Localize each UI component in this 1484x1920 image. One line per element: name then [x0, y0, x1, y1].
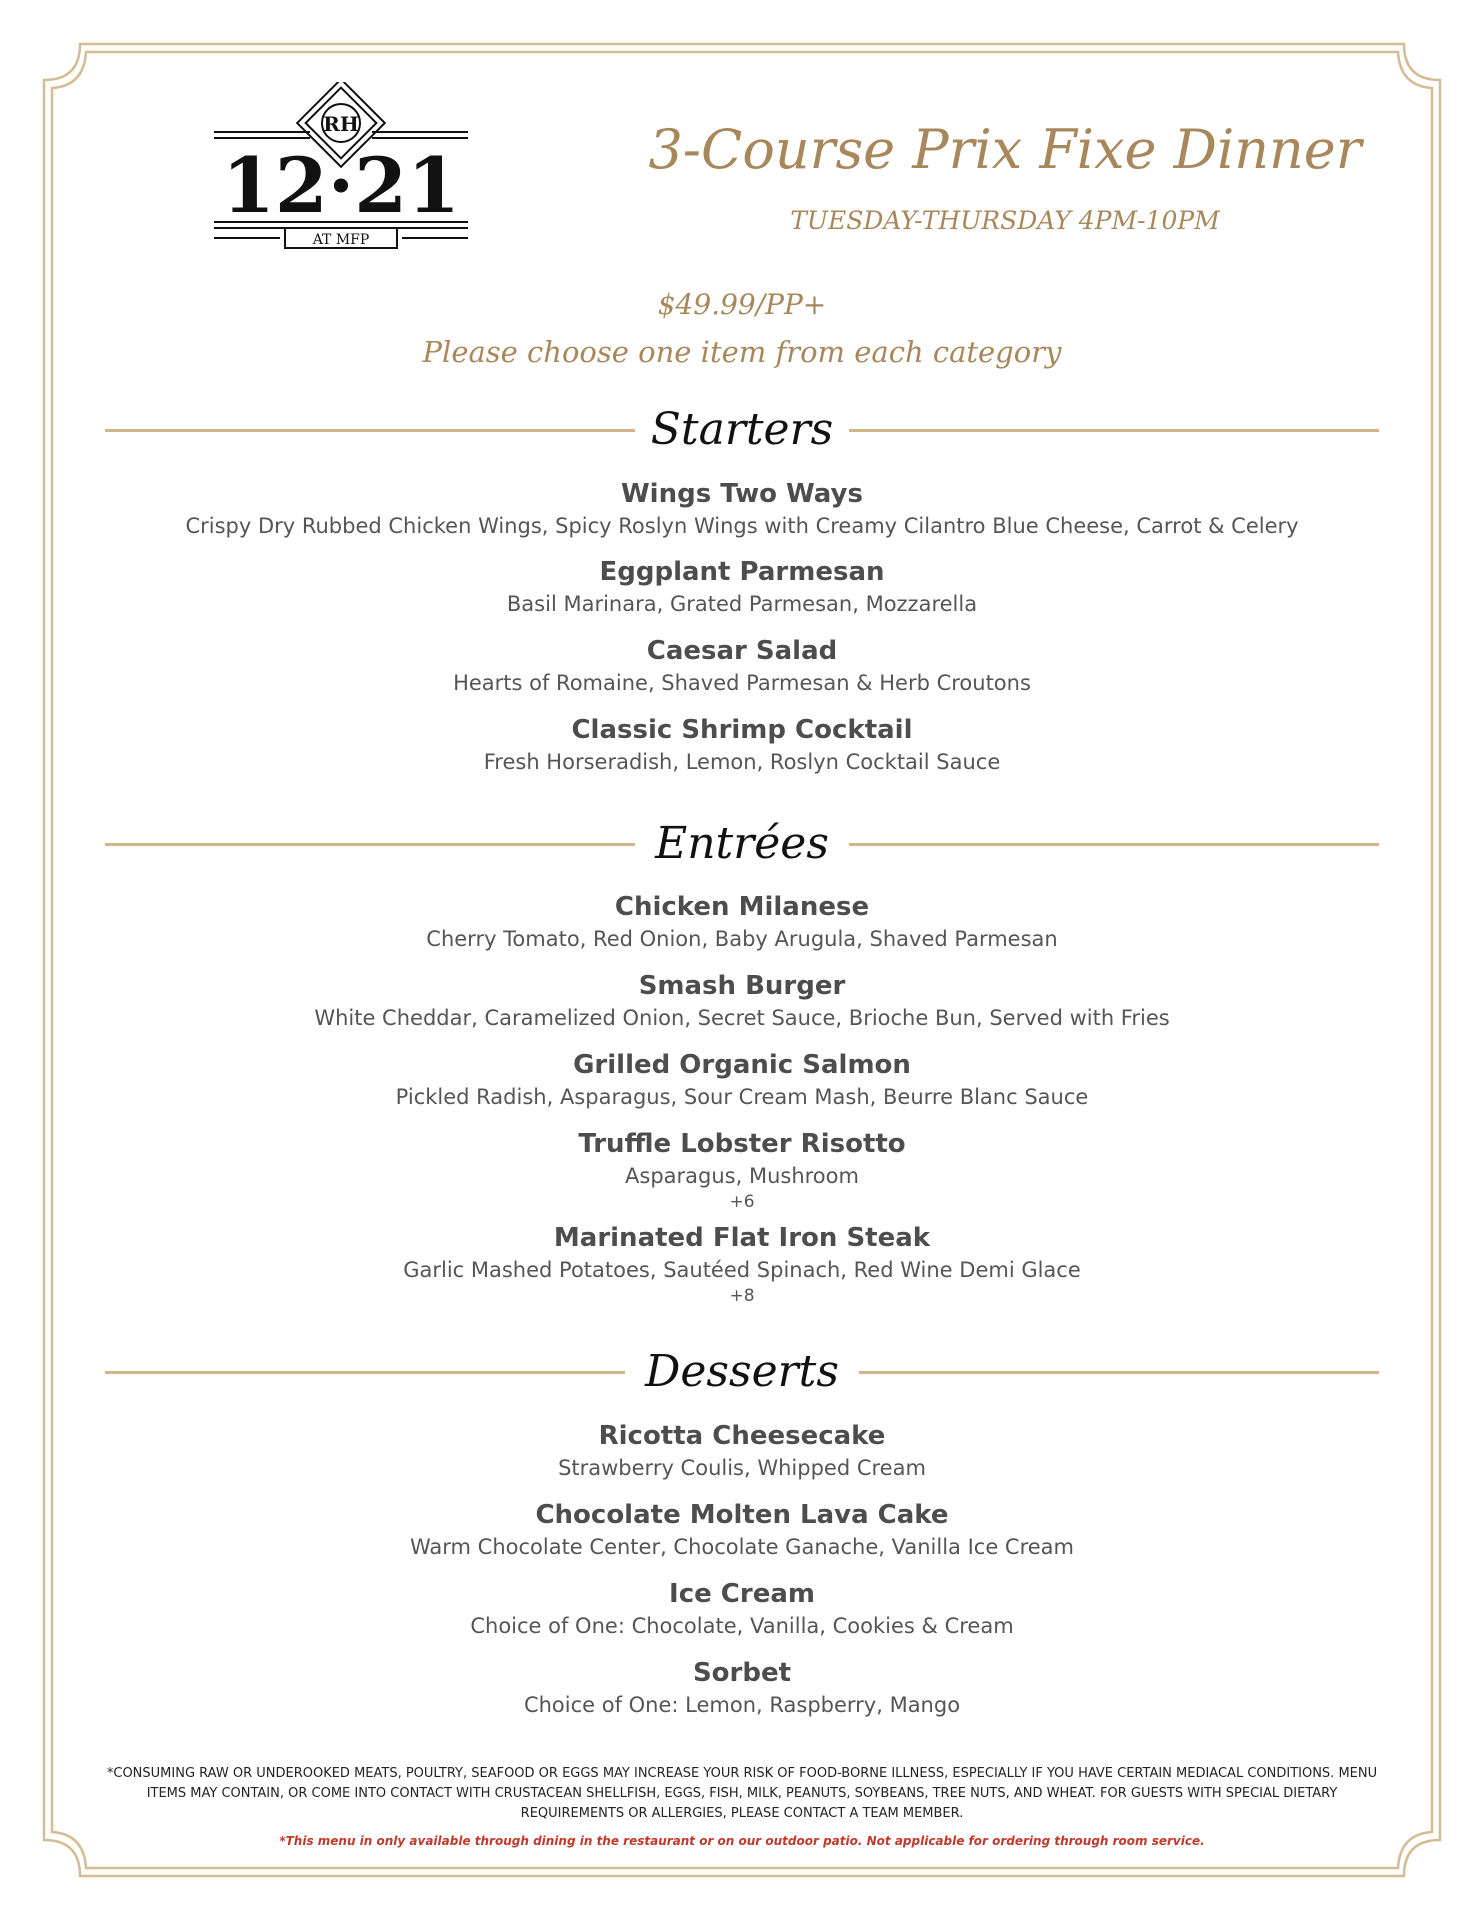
- item-description: Strawberry Coulis, Whipped Cream: [558, 1456, 926, 1480]
- section-title: Starters: [650, 404, 834, 455]
- section-title: Entrées: [655, 818, 829, 869]
- brand-logo: [210, 82, 475, 252]
- section-heading-desserts: [105, 1342, 1379, 1402]
- menu-instruction: Please choose one item from each category: [422, 335, 1062, 369]
- item-description: Warm Chocolate Center, Chocolate Ganache, Vanilla Ice Cream: [409, 1535, 1075, 1559]
- item-description: Pickled Radish, Asparagus, Sour Cream Mash, Beurre Blanc Sauce: [395, 1085, 1089, 1109]
- menu-item: [0, 634, 1484, 698]
- menu-item: [0, 1048, 1484, 1112]
- item-name: Smash Burger: [638, 971, 846, 1001]
- starters-list: [0, 477, 1484, 777]
- item-name: Caesar Salad: [646, 636, 838, 666]
- menu-item: [0, 555, 1484, 619]
- item-description: Cherry Tomato, Red Onion, Baby Arugula, Shaved Parmesan: [426, 927, 1058, 951]
- item-name: Classic Shrimp Cocktail: [571, 715, 913, 745]
- menu-item: [0, 1221, 1484, 1307]
- item-name: Chicken Milanese: [614, 892, 870, 922]
- menu-item: [0, 477, 1484, 541]
- menu-item: [0, 1419, 1484, 1483]
- item-description: White Cheddar, Caramelized Onion, Secret Sauce, Brioche Bun, Served with Fries: [314, 1006, 1170, 1030]
- item-name: Marinated Flat Iron Steak: [553, 1223, 931, 1253]
- menu-title: 3-Course Prix Fixe Dinner: [648, 118, 1362, 181]
- menu-item: [0, 1656, 1484, 1720]
- item-surcharge: +6: [729, 1192, 755, 1212]
- section-heading-starters: [105, 400, 1379, 460]
- divider-rule: [859, 1371, 1379, 1374]
- item-description: Choice of One: Lemon, Raspberry, Mango: [523, 1693, 961, 1717]
- item-description: Asparagus, Mushroom: [625, 1164, 859, 1188]
- item-description: Hearts of Romaine, Shaved Parmesan & Herb Croutons: [453, 671, 1031, 695]
- menu-item: [0, 1498, 1484, 1562]
- menu-item: [0, 1577, 1484, 1641]
- divider-rule: [849, 429, 1379, 432]
- item-name: Grilled Organic Salmon: [573, 1050, 911, 1080]
- section-title: Desserts: [645, 1346, 839, 1397]
- item-surcharge: +8: [729, 1286, 755, 1306]
- section-heading-entrees: [105, 814, 1379, 874]
- item-name: Wings Two Ways: [621, 479, 863, 509]
- entrees-list: [0, 890, 1484, 1307]
- item-name: Eggplant Parmesan: [599, 557, 885, 587]
- desserts-list: [0, 1419, 1484, 1720]
- item-description: Crispy Dry Rubbed Chicken Wings, Spicy Roslyn Wings with Creamy Cilantro Blue Cheese, Carrot & Celery: [185, 514, 1299, 538]
- menu-item: [0, 1127, 1484, 1213]
- divider-rule: [849, 843, 1379, 846]
- menu-item: [0, 713, 1484, 777]
- availability-note: *This menu in only available through dining in the restaurant or on our outdoor patio. Not applicable for ordering through room service.: [279, 1834, 1205, 1848]
- menu-price: $49.99/PP+: [657, 288, 827, 321]
- allergy-disclaimer: *CONSUMING RAW OR UNDEROOKED MEATS, POULTRY, SEAFOOD OR EGGS MAY INCREASE YOUR RISK OF FOOD-BORNE ILLNESS, ESPECIALLY IF YOU HAVE CERTAIN MEDIACAL CONDITIONS. MENU ITEMS MAY CONTAIN, OR COME INTO CONTACT WITH CRUSTACEAN SHELLFISH, EGGS, FISH, MILK, PEANUTS, SOYBEANS, TREE NUTS, AND WHEAT. FOR GUESTS WITH SPECIAL DIETARY REQUIREMENTS OR ALLERGIES, PLEASE CONTACT A TEAM MEMBER.: [106, 1766, 1378, 1821]
- menu-item: [0, 969, 1484, 1033]
- menu-item: [0, 890, 1484, 954]
- item-name: Truffle Lobster Risotto: [578, 1129, 906, 1159]
- logo-number: 12·21: [222, 141, 460, 230]
- logo-tagline: AT MFP: [312, 232, 370, 248]
- item-description: Basil Marinara, Grated Parmesan, Mozzarella: [506, 592, 978, 616]
- menu-hours: TUESDAY-THURSDAY 4PM-10PM: [790, 206, 1220, 235]
- logo-monogram: RH: [323, 112, 359, 136]
- item-name: Chocolate Molten Lava Cake: [535, 1500, 949, 1530]
- item-name: Sorbet: [692, 1658, 792, 1688]
- item-name: Ricotta Cheesecake: [598, 1421, 886, 1451]
- item-description: Fresh Horseradish, Lemon, Roslyn Cocktail Sauce: [483, 750, 1001, 774]
- item-description: Choice of One: Chocolate, Vanilla, Cookies & Cream: [470, 1614, 1014, 1638]
- item-name: Ice Cream: [669, 1579, 815, 1609]
- item-description: Garlic Mashed Potatoes, Sautéed Spinach, Red Wine Demi Glace: [403, 1258, 1081, 1282]
